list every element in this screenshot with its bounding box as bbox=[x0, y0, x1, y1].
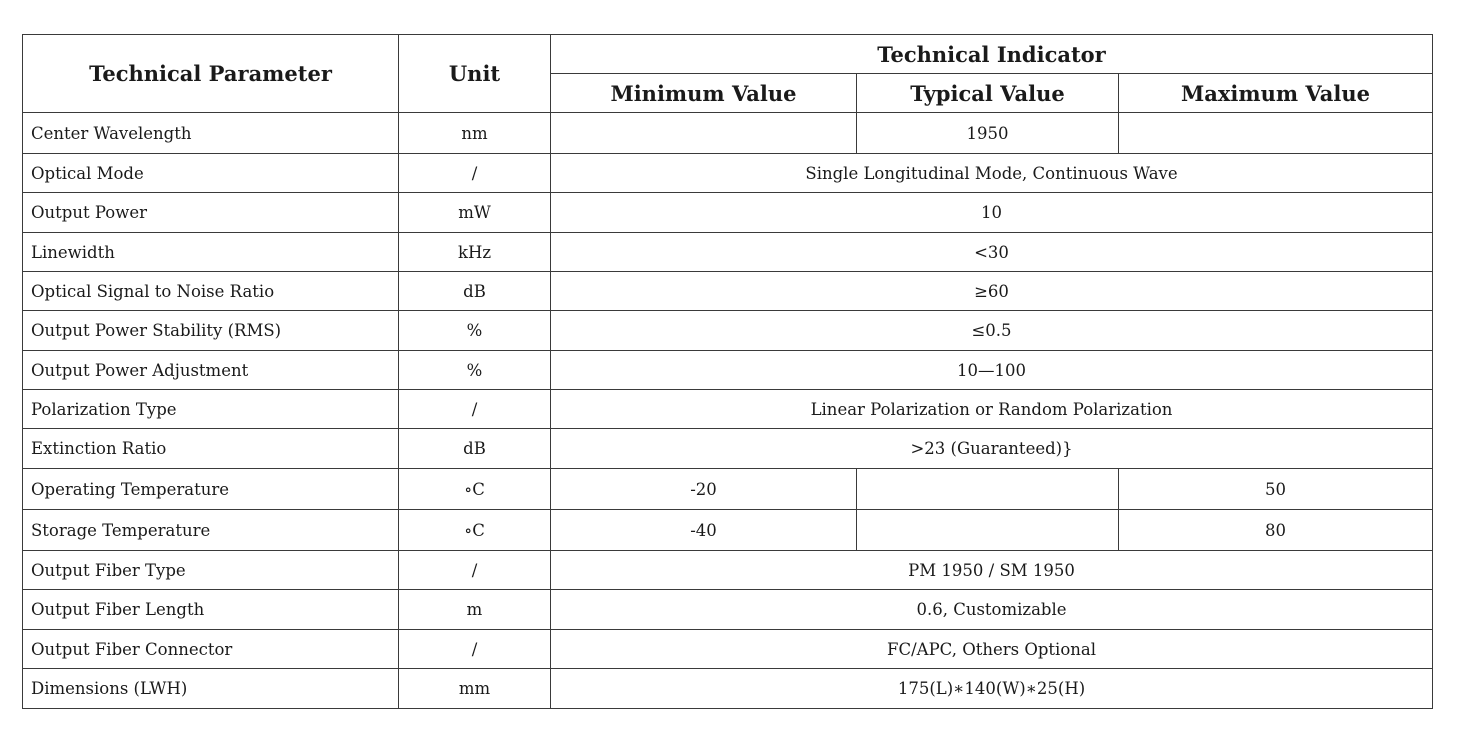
value-cell: 10—100 bbox=[551, 351, 1433, 390]
param-cell: Output Fiber Type bbox=[23, 551, 399, 590]
header-unit: Unit bbox=[399, 35, 551, 113]
table-row bbox=[23, 233, 1433, 272]
value-cell: ≥60 bbox=[551, 272, 1433, 311]
unit-cell: / bbox=[399, 154, 551, 193]
param-cell: Operating Temperature bbox=[23, 469, 399, 510]
table-row bbox=[23, 272, 1433, 311]
table-row bbox=[23, 630, 1433, 669]
param-cell: Output Power Stability (RMS) bbox=[23, 311, 399, 351]
unit-cell: % bbox=[399, 351, 551, 390]
table-row bbox=[23, 590, 1433, 630]
param-cell: Optical Signal to Noise Ratio bbox=[23, 272, 399, 311]
value-cell: >23 (Guaranteed)} bbox=[551, 429, 1433, 469]
unit-cell: / bbox=[399, 390, 551, 429]
param-cell: Output Power bbox=[23, 193, 399, 233]
table-row bbox=[23, 510, 1433, 551]
unit-cell: mW bbox=[399, 193, 551, 233]
table-row bbox=[23, 311, 1433, 351]
param-cell: Dimensions (LWH) bbox=[23, 669, 399, 709]
value-cell: PM 1950 / SM 1950 bbox=[551, 551, 1433, 590]
unit-cell: kHz bbox=[399, 233, 551, 272]
typ-cell bbox=[857, 469, 1119, 510]
unit-cell: / bbox=[399, 551, 551, 590]
table-row bbox=[23, 193, 1433, 233]
header-row-1 bbox=[23, 35, 1433, 74]
value-cell: Linear Polarization or Random Polarization bbox=[551, 390, 1433, 429]
header-technical-parameter: Technical Parameter bbox=[23, 35, 399, 113]
unit-cell: m bbox=[399, 590, 551, 630]
param-cell: Output Fiber Connector bbox=[23, 630, 399, 669]
unit-cell: / bbox=[399, 630, 551, 669]
header-maximum-value: Maximum Value bbox=[1119, 74, 1433, 113]
param-cell: Optical Mode bbox=[23, 154, 399, 193]
typ-cell bbox=[857, 510, 1119, 551]
param-cell: Polarization Type bbox=[23, 390, 399, 429]
header-typical-value: Typical Value bbox=[857, 74, 1119, 113]
param-cell: Output Power Adjustment bbox=[23, 351, 399, 390]
table-row bbox=[23, 390, 1433, 429]
param-cell: Extinction Ratio bbox=[23, 429, 399, 469]
spec-table bbox=[22, 34, 1433, 709]
value-cell: 10 bbox=[551, 193, 1433, 233]
max-cell: 80 bbox=[1119, 510, 1433, 551]
param-cell: Storage Temperature bbox=[23, 510, 399, 551]
unit-cell: ∘C bbox=[399, 510, 551, 551]
unit-cell: nm bbox=[399, 113, 551, 154]
header-minimum-value: Minimum Value bbox=[551, 74, 857, 113]
unit-cell: ∘C bbox=[399, 469, 551, 510]
typ-cell: 1950 bbox=[857, 113, 1119, 154]
value-cell: FC/APC, Others Optional bbox=[551, 630, 1433, 669]
value-cell: ≤0.5 bbox=[551, 311, 1433, 351]
table-row bbox=[23, 669, 1433, 709]
unit-cell: % bbox=[399, 311, 551, 351]
header-technical-indicator: Technical Indicator bbox=[551, 35, 1433, 74]
min-cell bbox=[551, 113, 857, 154]
unit-cell: dB bbox=[399, 429, 551, 469]
value-cell: Single Longitudinal Mode, Continuous Wave bbox=[551, 154, 1433, 193]
param-cell: Linewidth bbox=[23, 233, 399, 272]
param-cell: Output Fiber Length bbox=[23, 590, 399, 630]
table-row bbox=[23, 154, 1433, 193]
max-cell bbox=[1119, 113, 1433, 154]
unit-cell: dB bbox=[399, 272, 551, 311]
table-row bbox=[23, 429, 1433, 469]
unit-cell: mm bbox=[399, 669, 551, 709]
min-cell: -20 bbox=[551, 469, 857, 510]
table-row bbox=[23, 113, 1433, 154]
value-cell: <30 bbox=[551, 233, 1433, 272]
value-cell: 175(L)∗140(W)∗25(H) bbox=[551, 669, 1433, 709]
value-cell: 0.6, Customizable bbox=[551, 590, 1433, 630]
table-row bbox=[23, 551, 1433, 590]
param-cell: Center Wavelength bbox=[23, 113, 399, 154]
max-cell: 50 bbox=[1119, 469, 1433, 510]
table-row bbox=[23, 469, 1433, 510]
min-cell: -40 bbox=[551, 510, 857, 551]
table-row bbox=[23, 351, 1433, 390]
